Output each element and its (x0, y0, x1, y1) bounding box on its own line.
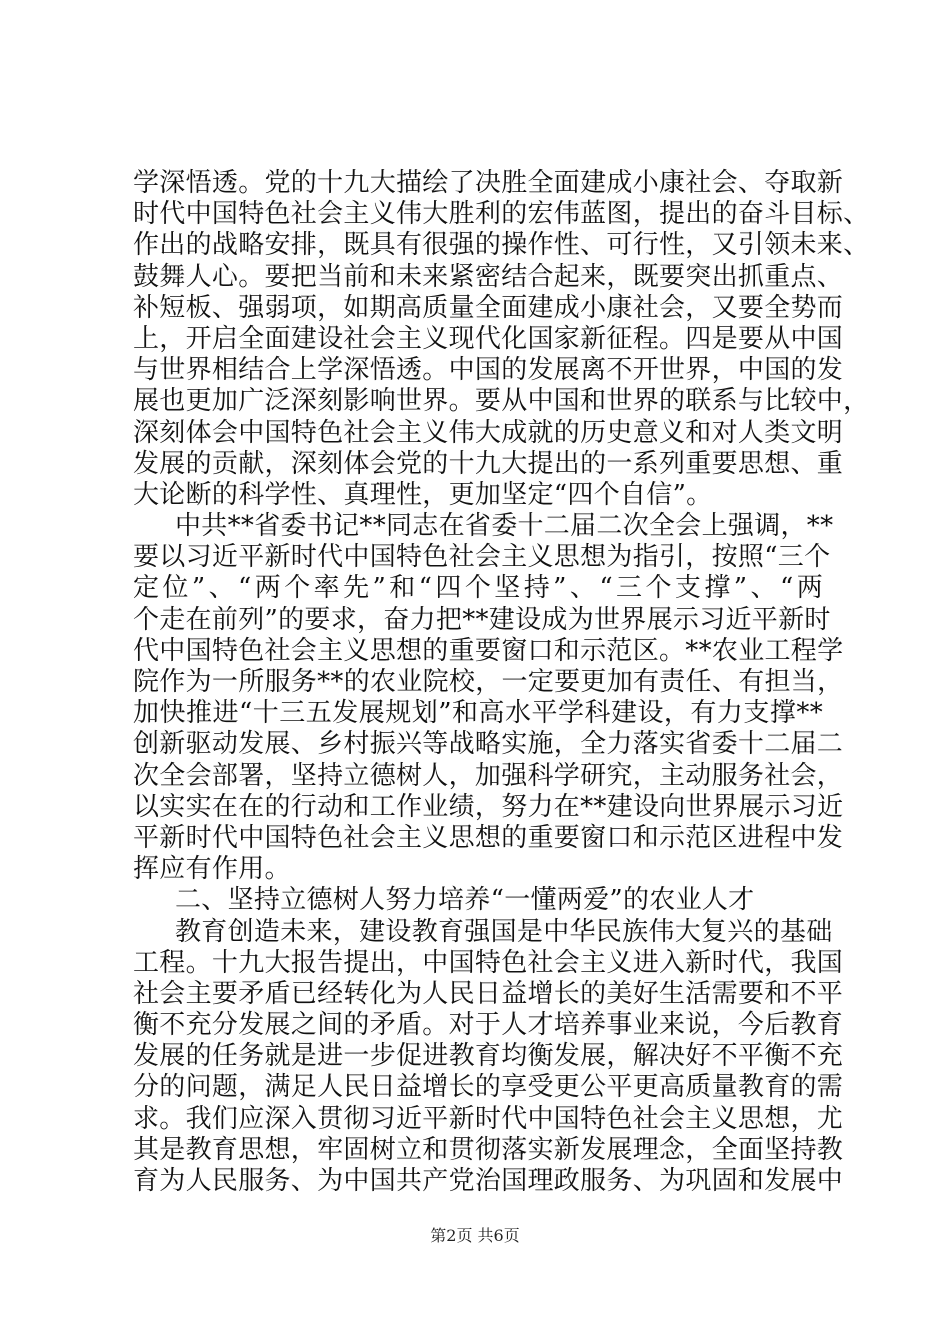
text-line: 创新驱动发展、乡村振兴等战略实施，全力落实省委十二届二 (133, 729, 844, 760)
text-line: 院作为一所服务**的农业院校，一定要更加有责任、有担当， (133, 667, 844, 697)
text-line: 工程。十九大报告提出，中国特色社会主义进入新时代，我国 (133, 947, 844, 978)
text-line: 其是教育思想，牢固树立和贯彻落实新发展理念，全面坚持教 (133, 1134, 844, 1165)
text-line: 分的问题，满足人民日益增长的享受更公平更高质量教育的需 (133, 1072, 844, 1103)
text-line: 次全会部署，坚持立德树人，加强科学研究，主动服务社会， (133, 760, 844, 791)
text-line: 展也更加广泛深刻影响世界。要从中国和世界的联系与比较中， (133, 386, 870, 417)
text-line: 社会主要矛盾已经转化为人民日益增长的美好生活需要和不平 (133, 978, 844, 1009)
text-line: 发展的贡献，深刻体会党的十九大提出的一系列重要思想、重 (133, 448, 844, 479)
text-line: 要以习近平新时代中国特色社会主义思想为指引，按照“三个 (133, 542, 831, 573)
text-line: 深刻体会中国特色社会主义伟大成就的历史意义和对人类文明 (133, 417, 844, 448)
text-line: 加快推进“十三五发展规划”和高水平学科建设，有力支撑** (133, 698, 823, 729)
text-line: 时代中国特色社会主义伟大胜利的宏伟蓝图，提出的奋斗目标、 (133, 199, 870, 230)
text-line: 育为人民服务、为中国共产党治国理政服务、为巩固和发展中 (133, 1166, 844, 1196)
text-line: 教育创造未来，建设教育强国是中华民族伟大复兴的基础 (175, 916, 833, 947)
page-footer: 第2页 共6页 (430, 1226, 520, 1245)
text-line: 上，开启全面建设社会主义现代化国家新征程。四是要从中国 (133, 323, 844, 354)
text-line: 作出的战略安排，既具有很强的操作性、可行性，又引领未来、 (133, 230, 870, 261)
text-line: 鼓舞人心。要把当前和未来紧密结合起来，既要突出抓重点、 (133, 261, 844, 292)
paragraph (133, 916, 844, 1198)
text-line: 代中国特色社会主义思想的重要窗口和示范区。**农业工程学 (133, 635, 844, 666)
text-line: 定位”、“两个率先”和“四个坚持”、“三个支撑”、“两 (133, 573, 823, 604)
text-line: 中共**省委书记**同志在省委十二届二次全会上强调，** (175, 511, 834, 542)
text-line: 平新时代中国特色社会主义思想的重要窗口和示范区进程中发 (133, 822, 844, 853)
text-line: 发展的任务就是进一步促进教育均衡发展，解决好不平衡不充 (133, 1041, 844, 1072)
paragraph (133, 168, 870, 511)
section-heading (133, 885, 823, 916)
paragraph (133, 511, 844, 885)
text-line: 学深悟透。党的十九大描绘了决胜全面建成小康社会、夺取新 (133, 168, 844, 198)
text-line: 与世界相结合上学深悟透。中国的发展离不开世界，中国的发 (133, 355, 844, 386)
text-line: 挥应有作用。 (133, 854, 291, 885)
text-line: 衡不充分发展之间的矛盾。对于人才培养事业来说，今后教育 (133, 1010, 844, 1041)
document-body (133, 168, 870, 1197)
text-line: 求。我们应深入贯彻习近平新时代中国特色社会主义思想，尤 (133, 1103, 844, 1134)
text-line: 以实实在在的行动和工作业绩，努力在**建设向世界展示习近 (133, 791, 844, 822)
text-line: 个走在前列”的要求，奋力把**建设成为世界展示习近平新时 (133, 604, 831, 635)
text-line: 大论断的科学性、真理性，更加坚定“四个自信”。 (133, 479, 713, 510)
text-line: 二、坚持立德树人努力培养“一懂两爱”的农业人才 (175, 885, 755, 916)
text-line: 补短板、强弱项，如期高质量全面建成小康社会，又要全势而 (133, 292, 844, 323)
